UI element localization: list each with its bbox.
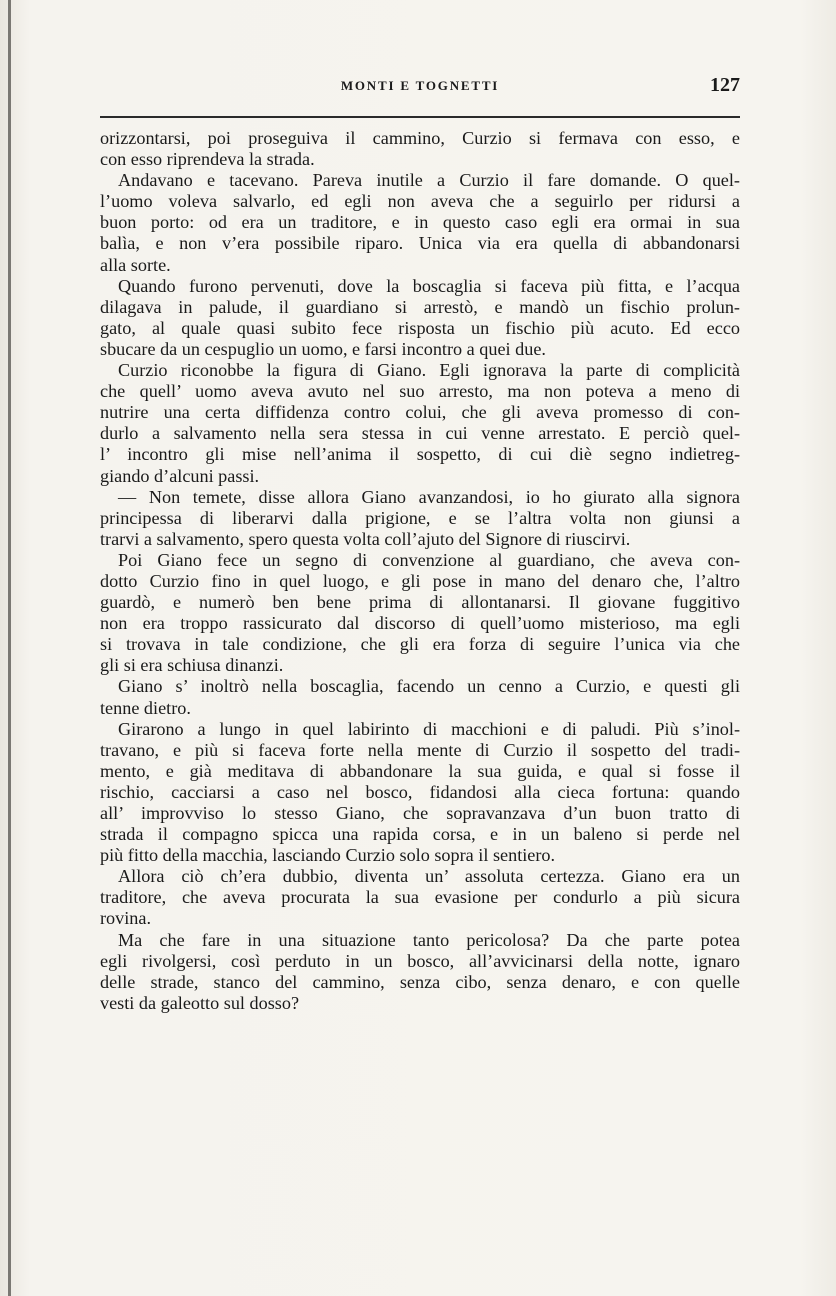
- text-line: dilagava in palude, il guardiano si arrestò, e mandò un fischio prolun-: [100, 296, 740, 317]
- text-line: durlo a salvamento nella sera stessa in cui venne arrestato. E perciò quel-: [100, 423, 740, 444]
- text-line: vesti da galeotto sul dosso?: [100, 992, 300, 1013]
- text-line: si trovava in tale condizione, che gli era forza di seguire l’unica via che: [100, 634, 740, 655]
- text-line: trarvi a salvamento, spero questa volta coll’ajuto del Signore di riuscirvi.: [100, 528, 631, 549]
- text-line: rovina.: [100, 908, 152, 929]
- header-rule: [100, 116, 740, 118]
- text-line: che quell’ uomo aveva avuto nel suo arresto, ma non poteva a meno di: [100, 381, 740, 402]
- text-line: nutrire una certa diffidenza contro colui, che gli aveva promesso di con-: [100, 402, 740, 423]
- body-text: [100, 128, 740, 1014]
- text-line: più fitto della macchia, lasciando Curzio solo sopra il sentiero.: [100, 845, 556, 866]
- text-line: l’ incontro gli mise nell’anima il sospetto, di cui diè segno indietreg-: [100, 444, 740, 465]
- text-line: balìa, e non v’era possibile riparo. Unica via era quella di abbandonarsi: [100, 233, 740, 254]
- page-binding-edge: [8, 0, 11, 1296]
- page-number: 127: [710, 74, 740, 96]
- text-line: egli rivolgersi, così perduto in un bosco, all’avvicinarsi della notte, ignaro: [100, 950, 740, 971]
- text-line: non era troppo rassicurato dal discorso di quell’uomo misterioso, ma egli: [100, 613, 740, 634]
- text-line: Quando furono pervenuti, dove la boscaglia si faceva più fitta, e l’acqua: [118, 275, 740, 296]
- text-line: sbucare da un cespuglio un uomo, e farsi incontro a quei due.: [100, 338, 546, 359]
- text-line: tenne dietro.: [100, 697, 191, 718]
- text-line: — Non temete, disse allora Giano avanzandosi, io ho giurato alla signora: [118, 486, 740, 507]
- text-line: strada il compagno spicca una rapida corsa, e in un baleno si perde nel: [100, 824, 740, 845]
- text-line: travano, e più si faceva forte nella mente di Curzio il sospetto del tradi-: [100, 739, 740, 760]
- text-line: gato, al quale quasi subito fece risposta un fischio più acuto. Ed ecco: [100, 317, 740, 338]
- text-line: Girarono a lungo in quel labirinto di macchioni e di paludi. Più s’inol-: [118, 718, 740, 739]
- text-line: mento, e già meditava di abbandonare la sua guida, e qual si fosse il: [100, 760, 740, 781]
- text-line: delle strade, stanco del cammino, senza cibo, senza denaro, e con quelle: [100, 971, 740, 992]
- text-line: Ma che fare in una situazione tanto pericolosa? Da che parte potea: [118, 929, 740, 950]
- text-line: dotto Curzio fino in quel luogo, e gli pose in mano del denaro che, l’altro: [100, 570, 740, 591]
- text-line: orizzontarsi, poi proseguiva il cammino, Curzio si fermava con esso, e: [100, 128, 740, 148]
- text-line: alla sorte.: [100, 254, 171, 275]
- text-line: gli si era schiusa dinanzi.: [100, 655, 284, 676]
- text-line: all’ improvviso lo stesso Giano, che sopravanzava d’un buon tratto di: [100, 803, 740, 823]
- text-line: Allora ciò ch’era dubbio, diventa un’ assoluta certezza. Giano era un: [118, 866, 740, 887]
- text-line: l’uomo voleva salvarlo, ed egli non aveva che a seguirlo per ridursi a: [100, 191, 740, 212]
- text-line: guardò, e numerò ben bene prima di allontanarsi. Il giovane fuggitivo: [100, 592, 740, 613]
- text-line: Andavano e tacevano. Pareva inutile a Curzio il fare domande. O quel-: [118, 170, 740, 191]
- page-header: [100, 74, 740, 102]
- running-head: MONTI E TOGNETTI: [340, 78, 500, 93]
- text-line: traditore, che aveva procurata la sua evasione per condurlo a più sicura: [100, 887, 740, 908]
- text-line: rischio, cacciarsi a caso nel bosco, fidandosi alla cieca fortuna: quando: [100, 781, 740, 802]
- text-line: principessa di liberarvi dalla prigione, e se l’altra volta non giunsi a: [100, 507, 740, 528]
- text-line: Poi Giano fece un segno di convenzione al guardiano, che aveva con-: [118, 549, 740, 570]
- text-line: Curzio riconobbe la figura di Giano. Egli ignorava la parte di complicità: [118, 360, 740, 381]
- text-line: Giano s’ inoltrò nella boscaglia, facendo un cenno a Curzio, e questi gli: [118, 676, 740, 697]
- text-line: con esso riprendeva la strada.: [100, 149, 315, 170]
- text-line: giando d’alcuni passi.: [100, 465, 260, 486]
- text-line: buon porto: od era un traditore, e in questo caso egli era ormai in sua: [100, 212, 740, 233]
